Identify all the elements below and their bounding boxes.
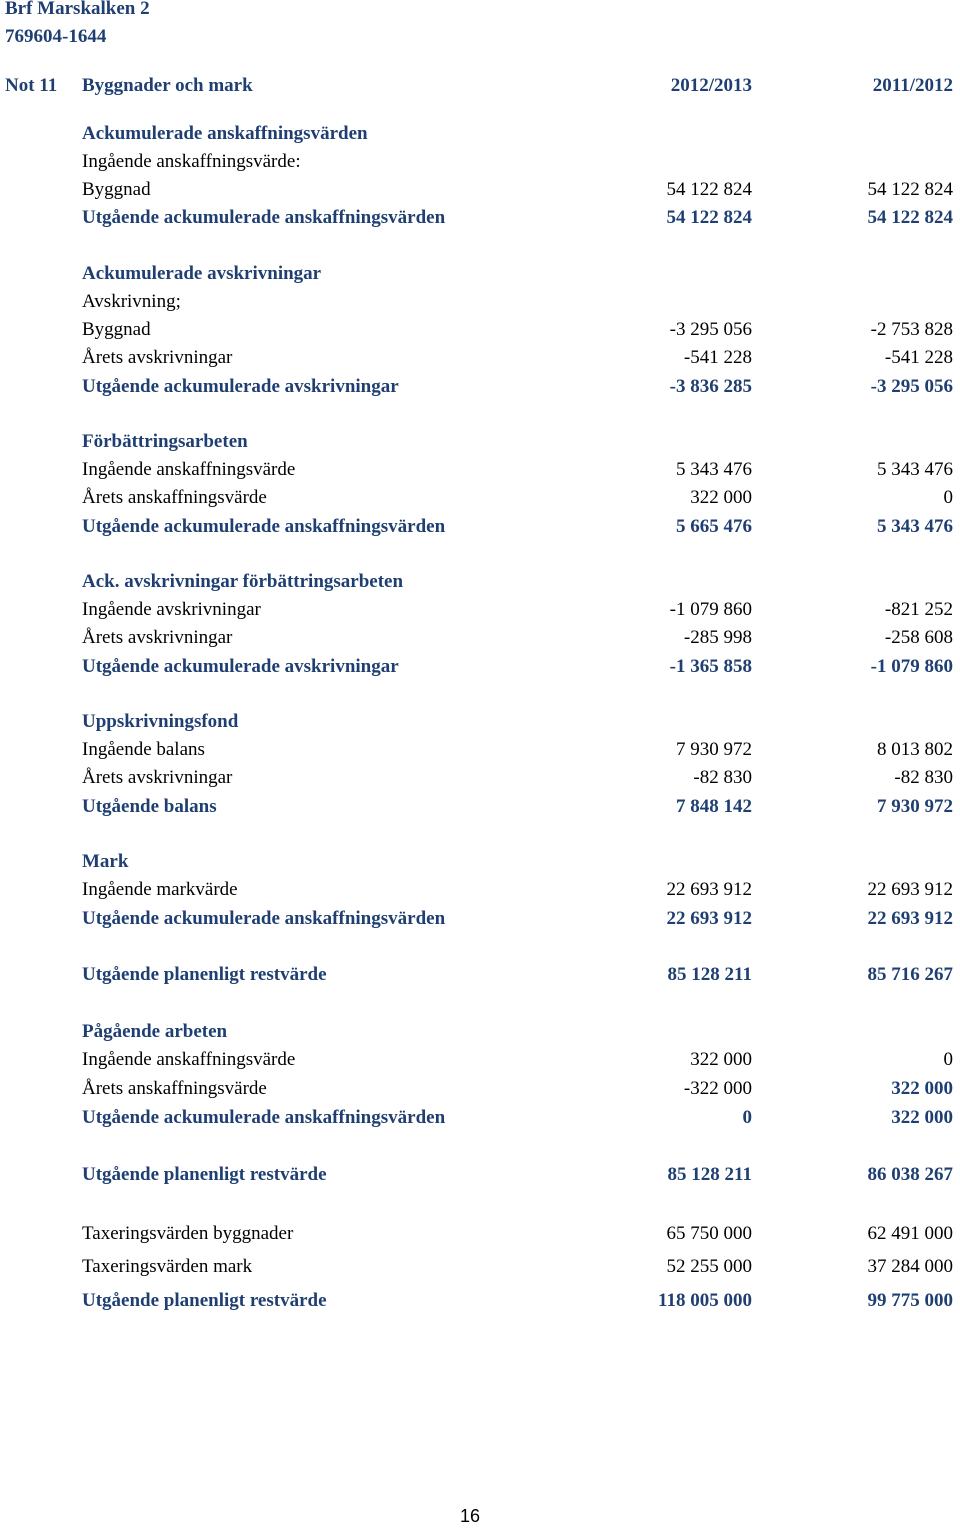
value-2012-2013: 54 122 824 [666, 207, 752, 228]
row-label: Taxeringsvärden byggnader [82, 1223, 294, 1244]
value-2011-2012: -821 252 [884, 599, 953, 620]
row-label: Utgående balans [82, 796, 217, 817]
page-number: 16 [460, 1506, 481, 1526]
column-header-2012-2013: 2012/2013 [670, 75, 752, 96]
value-2011-2012: -82 830 [894, 767, 953, 788]
row-label: Årets anskaffningsvärde [82, 1078, 267, 1099]
row-label: Utgående planenligt restvärde [82, 964, 327, 985]
row-label: Ack. avskrivningar förbättringsarbeten [82, 571, 404, 592]
table-row [0, 876, 960, 904]
row-label: Årets avskrivningar [82, 627, 233, 648]
row-label: Ingående anskaffningsvärde: [82, 151, 301, 172]
value-2011-2012: 322 000 [891, 1107, 953, 1128]
row-label: Ingående anskaffningsvärde [82, 459, 296, 480]
row-label: Utgående planenligt restvärde [82, 1290, 327, 1311]
section-heading [0, 120, 960, 148]
value-2012-2013: 54 122 824 [666, 179, 752, 200]
row-label: Årets avskrivningar [82, 347, 233, 368]
table-row [0, 624, 960, 652]
row-label: Utgående ackumulerade avskrivningar [82, 656, 399, 677]
column-header-2011-2012: 2011/2012 [872, 75, 953, 96]
note-number: Not 11 [5, 75, 58, 96]
value-2012-2013: -82 830 [693, 767, 752, 788]
value-2012-2013: -3 836 285 [669, 376, 752, 397]
value-2012-2013: 322 000 [690, 487, 752, 508]
row-label: Byggnad [82, 319, 151, 340]
value-2012-2013: 65 750 000 [666, 1223, 752, 1244]
org-number: 769604-1644 [5, 26, 107, 47]
table-row [0, 456, 960, 484]
total-row [0, 1161, 960, 1189]
value-2012-2013: 0 [742, 1107, 752, 1128]
value-2011-2012: -258 608 [884, 627, 953, 648]
row-label: Förbättringsarbeten [82, 431, 248, 452]
section-heading [0, 848, 960, 876]
value-2012-2013: 7 930 972 [676, 739, 752, 760]
value-2011-2012: -3 295 056 [870, 376, 953, 397]
table-row [0, 176, 960, 204]
value-2012-2013: 85 128 211 [667, 1164, 752, 1185]
value-2011-2012: -541 228 [884, 347, 953, 368]
value-2012-2013: -1 365 858 [669, 656, 752, 677]
total-row [0, 1104, 960, 1132]
table-row [0, 316, 960, 344]
value-2011-2012: 86 038 267 [867, 1164, 953, 1185]
row-label: Utgående ackumulerade anskaffningsvärden [82, 516, 446, 537]
total-row [0, 513, 960, 541]
row-label: Årets anskaffningsvärde [82, 487, 267, 508]
section-heading [0, 1018, 960, 1046]
value-2011-2012: 99 775 000 [867, 1290, 953, 1311]
row-label: Avskrivning; [82, 291, 181, 312]
value-2012-2013: 5 665 476 [676, 516, 752, 537]
org-name: Brf Marskalken 2 [5, 0, 150, 19]
total-row [0, 653, 960, 681]
value-2012-2013: 118 005 000 [658, 1290, 752, 1311]
note-title: Byggnader och mark [82, 75, 253, 96]
row-label: Utgående ackumulerade anskaffningsvärden [82, 207, 446, 228]
row-label: Byggnad [82, 179, 151, 200]
value-2012-2013: 85 128 211 [667, 964, 752, 985]
table-row [0, 1075, 960, 1103]
row-label: Mark [82, 851, 129, 872]
row-label: Ackumulerade avskrivningar [82, 263, 322, 284]
value-2011-2012: 22 693 912 [867, 879, 953, 900]
total-row [0, 905, 960, 933]
total-row [0, 1287, 960, 1315]
value-2012-2013: -322 000 [683, 1078, 752, 1099]
value-2012-2013: -541 228 [683, 347, 752, 368]
total-row [0, 373, 960, 401]
value-2011-2012: 54 122 824 [867, 179, 953, 200]
row-label: Ingående balans [82, 739, 205, 760]
section-heading [0, 428, 960, 456]
row-label: Uppskrivningsfond [82, 711, 239, 732]
value-2011-2012: 5 343 476 [877, 516, 953, 537]
table-row [0, 484, 960, 512]
value-2012-2013: 7 848 142 [676, 796, 752, 817]
value-2011-2012: 5 343 476 [877, 459, 953, 480]
row-label: Årets avskrivningar [82, 767, 233, 788]
value-2011-2012: -1 079 860 [870, 656, 953, 677]
row-label: Ackumulerade anskaffningsvärden [82, 123, 368, 144]
value-2012-2013: 52 255 000 [666, 1256, 752, 1277]
value-2012-2013: 5 343 476 [676, 459, 752, 480]
total-row [0, 204, 960, 232]
section-heading [0, 708, 960, 736]
value-2012-2013: 322 000 [690, 1049, 752, 1070]
table-row [0, 764, 960, 792]
row-label: Taxeringsvärden mark [82, 1256, 253, 1277]
row-label: Utgående ackumulerade anskaffningsvärden [82, 1107, 446, 1128]
value-2011-2012: 8 013 802 [877, 739, 953, 760]
value-2012-2013: -1 079 860 [669, 599, 752, 620]
table-row [0, 596, 960, 624]
value-2012-2013: 22 693 912 [666, 879, 752, 900]
section-heading [0, 260, 960, 288]
value-2012-2013: -3 295 056 [669, 319, 752, 340]
table-row [0, 1253, 960, 1281]
row-label: Ingående avskrivningar [82, 599, 261, 620]
value-2011-2012: 7 930 972 [877, 796, 953, 817]
row-label: Ingående markvärde [82, 879, 238, 900]
value-2011-2012: 322 000 [891, 1078, 953, 1099]
value-2011-2012: 37 284 000 [867, 1256, 953, 1277]
value-2011-2012: 0 [943, 487, 953, 508]
table-row [0, 1220, 960, 1248]
table-row [0, 344, 960, 372]
value-2012-2013: 22 693 912 [666, 908, 752, 929]
row-label: Utgående ackumulerade anskaffningsvärden [82, 908, 446, 929]
value-2011-2012: 54 122 824 [867, 207, 953, 228]
row-label: Utgående ackumulerade avskrivningar [82, 376, 399, 397]
value-2011-2012: -2 753 828 [870, 319, 953, 340]
value-2012-2013: -285 998 [683, 627, 752, 648]
value-2011-2012: 62 491 000 [867, 1223, 953, 1244]
total-row [0, 793, 960, 821]
row-label: Pågående arbeten [82, 1021, 228, 1042]
value-2011-2012: 22 693 912 [867, 908, 953, 929]
table-row [0, 288, 960, 316]
total-row [0, 961, 960, 989]
table-row [0, 1046, 960, 1074]
value-2011-2012: 0 [943, 1049, 953, 1070]
table-row [0, 148, 960, 176]
value-2011-2012: 85 716 267 [867, 964, 953, 985]
row-label: Utgående planenligt restvärde [82, 1164, 327, 1185]
row-label: Ingående anskaffningsvärde [82, 1049, 296, 1070]
note-header [0, 72, 960, 100]
table-row [0, 736, 960, 764]
section-heading [0, 568, 960, 596]
